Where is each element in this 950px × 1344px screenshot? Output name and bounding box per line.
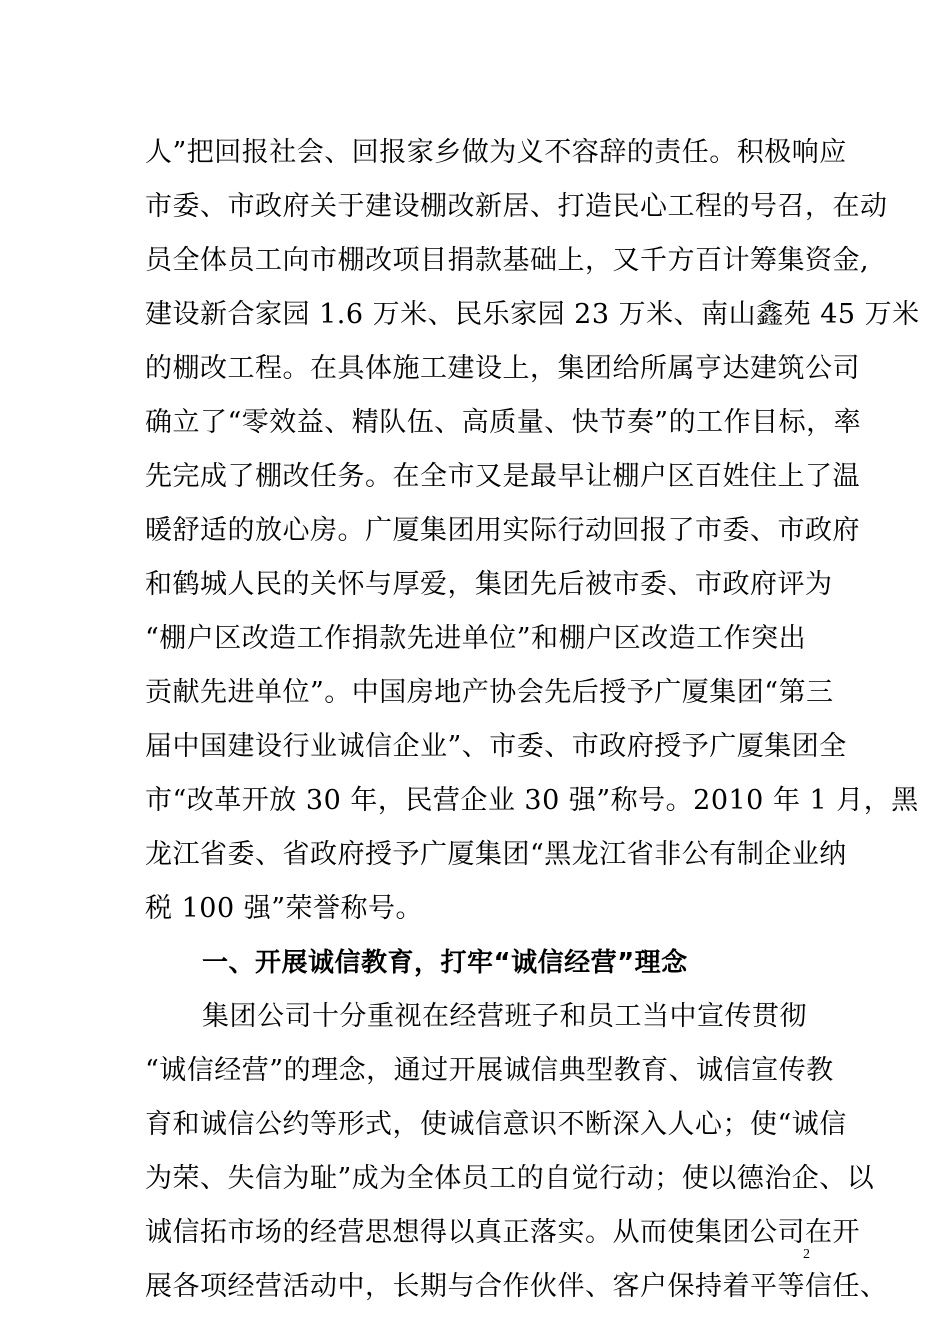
section-heading: 一、开展诚信教育，打牢“诚信经营”理念: [202, 948, 688, 978]
paragraph-line: 育和诚信公约等形式，使诚信意识不断深入人心；使“诚信: [145, 1109, 847, 1140]
paragraph-line: 确立了“零效益、精队伍、高质量、快节奏”的工作目标，率: [145, 407, 862, 438]
paragraph-line: 的棚改工程。在具体施工建设上，集团给所属亨达建筑公司: [145, 353, 860, 384]
paragraph-line: “诚信经营”的理念，通过开展诚信典型教育、诚信宣传教: [145, 1055, 834, 1086]
paragraph-line: 为荣、失信为耻”成为全体员工的自觉行动；使以德治企、以: [145, 1163, 875, 1194]
paragraph-line: 先完成了棚改任务。在全市又是最早让棚户区百姓住上了温: [145, 461, 860, 492]
paragraph-line: 诚信拓市场的经营思想得以真正落实。从而使集团公司在开: [145, 1217, 860, 1248]
paragraph-line: 暖舒适的放心房。广厦集团用实际行动回报了市委、市政府: [145, 515, 860, 546]
page-number: 2: [803, 1247, 810, 1262]
paragraph-line: 人”把回报社会、回报家乡做为义不容辞的责任。积极响应: [145, 137, 847, 168]
paragraph-line: 员全体员工向市棚改项目捐款基础上，又千方百计筹集资金,: [145, 245, 870, 276]
paragraph-line: “棚户区改造工作捐款先进单位”和棚户区改造工作突出: [145, 623, 807, 654]
paragraph-line: 贡献先进单位”。中国房地产协会先后授予广厦集团“第三: [145, 677, 834, 708]
paragraph-line: 展各项经营活动中，长期与合作伙伴、客户保持着平等信任、: [145, 1271, 888, 1302]
paragraph-line: 集团公司十分重视在经营班子和员工当中宣传贯彻: [202, 1001, 807, 1032]
paragraph-line: 市“改革开放 30 年，民营企业 30 强”称号。2010 年 1 月，黑: [145, 785, 919, 816]
paragraph-line: 届中国建设行业诚信企业”、市委、市政府授予广厦集团全: [145, 731, 847, 762]
paragraph-line: 建设新合家园 1.6 万米、民乐家园 23 万米、南山鑫苑 45 万米: [145, 299, 920, 330]
paragraph-line: 龙江省委、省政府授予广厦集团“黑龙江省非公有制企业纳: [145, 839, 847, 870]
paragraph-line: 税 100 强”荣誉称号。: [145, 893, 424, 924]
paragraph-line: 市委、市政府关于建设棚改新居、打造民心工程的号召，在动: [145, 191, 888, 222]
paragraph-line: 和鹤城人民的关怀与厚爱，集团先后被市委、市政府评为: [145, 569, 833, 600]
